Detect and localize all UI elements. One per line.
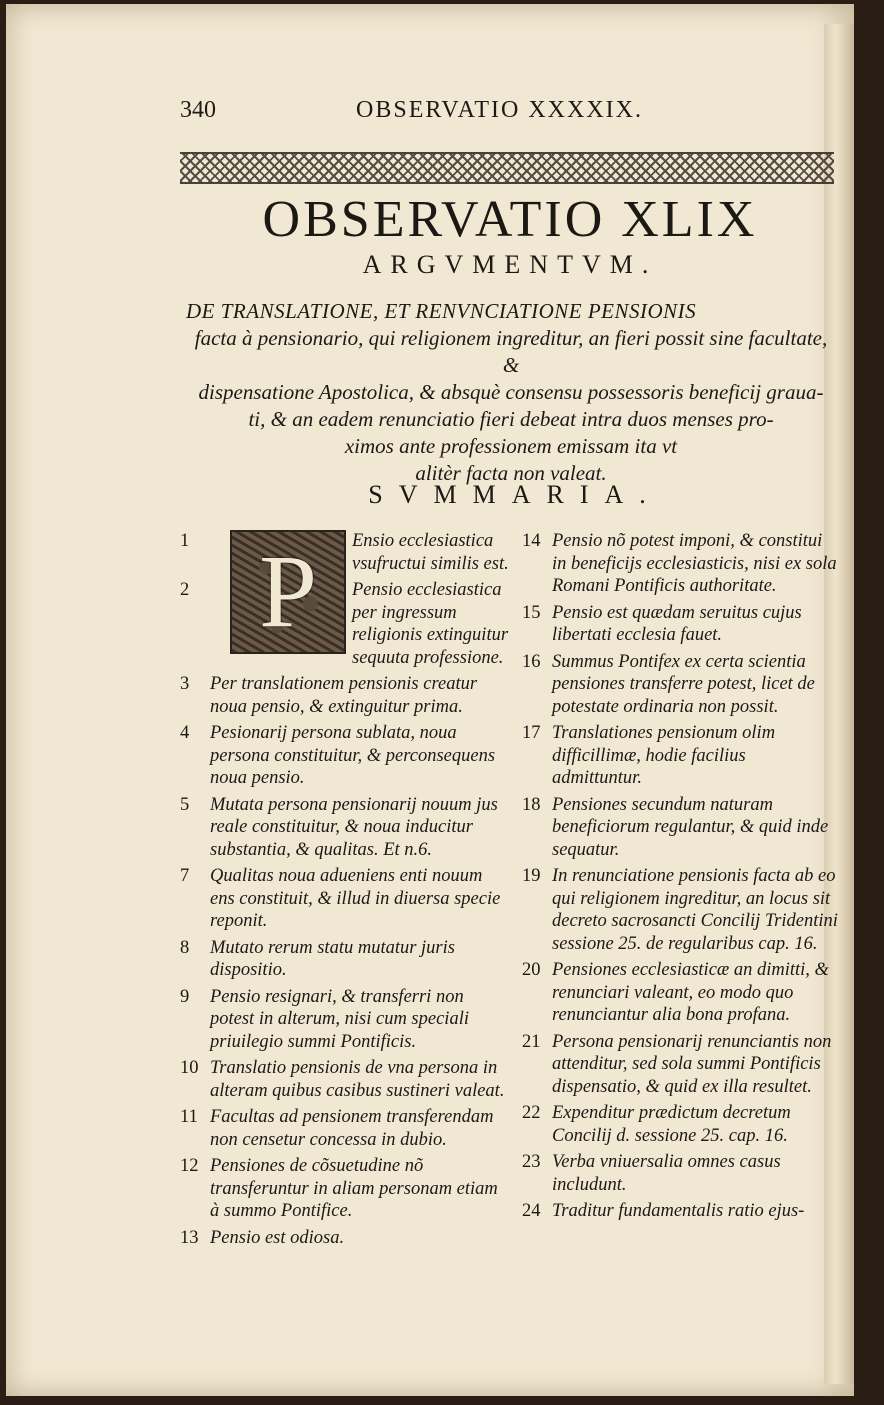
item-number: 5 [180,794,190,815]
argumentum-line: DE TRANSLATIONE, ET RENVNCIATIONE PENSIONIS [186,299,697,323]
item-number: 12 [180,1156,199,1176]
item-number: 3 [180,674,190,694]
argumentum-line: alitèr facta non valeat. [415,461,607,485]
summary-item [180,1227,510,1250]
item-number: 20 [522,960,541,980]
summary-item [180,722,510,790]
summary-item [522,1031,840,1099]
item-text: Pensio nõ potest imponi, & constitui in beneficijs ecclesiasticis, nisi ex sola Romani Pontificis authoritate. [552,531,837,596]
running-head: OBSERVATIO XXXXIX. [356,97,643,123]
item-text: Summus Pontifex ex certa scientia pensiones transferre potest, licet de potestate ordinaria non possit. [552,651,815,717]
summary-item [522,1200,840,1223]
item-text: Pensiones ecclesiasticæ an dimitti, & renunciari valeant, eo modo quo renunciantur alia bona profana. [552,960,829,1025]
summary-item [180,865,510,933]
item-number: 13 [180,1227,199,1248]
item-number: 11 [180,1107,198,1127]
item-number: 17 [522,723,541,743]
item-text: Persona pensionarij renunciantis non attenditur, sed sola summi Pontificis dispensatio, & quid ex illa resultet. [552,1031,832,1097]
item-number: 8 [180,937,190,958]
item-number: 4 [180,723,190,743]
argumentum-line: facta à pensionario, qui religionem ingreditur, an fieri possit sine facultate, & [194,326,828,377]
item-number: 2 [180,580,190,600]
summary-item [522,865,840,955]
summary-item [180,937,510,982]
item-number: 7 [180,866,190,886]
item-text: Ensio ecclesiastica vsufructui similis est. [352,531,509,574]
item-number: 10 [180,1058,199,1078]
item-text: Pensio resignari, & transferri non potest in alterum, nisi cum speciali priuilegio summi Pontificis. [210,986,469,1052]
item-number: 23 [522,1152,541,1172]
summary-item [522,1102,840,1147]
item-text: In renunciatione pensionis facta ab eo qui religionem ingreditur, an locus sit decreto sacrosancti Concilij Tridentini sessione 25. de regularibus cap. 16. [552,866,838,954]
item-text: Per translationem pensionis creatur noua pensio, & extinguitur prima. [210,674,478,717]
summary-item [522,602,840,647]
item-number: 14 [522,531,541,551]
item-number: 15 [522,602,541,623]
observation-title: OBSERVATIO XLIX [262,191,758,248]
summary-item [522,530,840,598]
item-number: 21 [522,1031,541,1052]
ornamental-band [180,152,834,184]
summary-column-right [522,530,840,1227]
item-number: 16 [522,651,541,672]
summary-item [522,722,840,790]
item-text: Facultas ad pensionem transferendam non censetur concessa in dubio. [210,1107,494,1150]
summary-item [180,673,510,718]
item-text: Mutata persona pensionarij nouum jus reale constituitur, & noua inducitur substantia, & qualitas. Et n.6. [210,794,498,860]
item-number: 24 [522,1201,541,1221]
summary-item [180,1106,510,1151]
item-number: 22 [522,1103,541,1123]
item-text: Qualitas noua adueniens enti nouum ens constituit, & illud in diuersa specie reponit. [210,866,501,931]
argumentum-line: dispensatione Apostolica, & absquè consensu possessoris beneficij graua- [198,380,824,404]
item-number: 9 [180,986,190,1007]
item-number: 19 [522,866,541,886]
item-text: Pesionarij persona sublata, noua persona constituitur, & perconsequens noua pensio. [210,723,496,788]
argumentum-line: ti, & an eadem renunciatio fieri debeat intra duos menses pro- [248,407,774,431]
item-text: Translatio pensionis de vna persona in alteram quibus casibus sustineri valeat. [210,1058,505,1101]
item-number: 1 [180,531,190,551]
summary-item [180,1057,510,1102]
item-text: Traditur fundamentalis ratio ejus- [552,1201,805,1221]
summary-item [180,579,510,669]
summaria-heading: SVMMARIA. [368,480,662,509]
summary-item [180,986,510,1054]
item-text: Pensio est quædam seruitus cujus libertati ecclesia fauet. [552,602,802,645]
item-text: Pensiones secundum naturam beneficiorum regulantur, & quid inde sequatur. [552,794,829,860]
item-text: Pensio ecclesiastica per ingressum religionis extinguitur sequuta professione. [352,580,509,668]
argumentum-line: ximos ante professionem emissam ita vt [344,434,678,458]
item-text: Mutato rerum statu mutatur juris dispositio. [210,937,455,980]
item-number: 18 [522,794,541,815]
summary-item [522,1151,840,1196]
summary-item [522,959,840,1027]
item-text: Expenditur prædictum decretum Concilij d. sessione 25. cap. 16. [552,1103,791,1146]
page-header [176,95,836,129]
argumentum-heading: ARGVMENTVM. [362,250,658,279]
summary-column-left [180,530,510,1253]
summary-item [180,794,510,862]
dropcap-letter: P [259,534,317,649]
summary-item [522,651,840,719]
summary-item [180,1155,510,1223]
item-text: Pensiones de cõsuetudine nõ transferuntur in aliam personam etiam à summo Pontifice. [210,1156,498,1221]
summary-item [522,794,840,862]
argumentum-text [186,298,836,487]
page-number: 340 [180,97,216,123]
item-text: Translationes pensionum olim difficillimæ, hodie facilius admittuntur. [552,723,776,788]
item-text: Verba vniuersalia omnes casus includunt. [552,1152,781,1195]
item-text: Pensio est odiosa. [210,1227,345,1248]
